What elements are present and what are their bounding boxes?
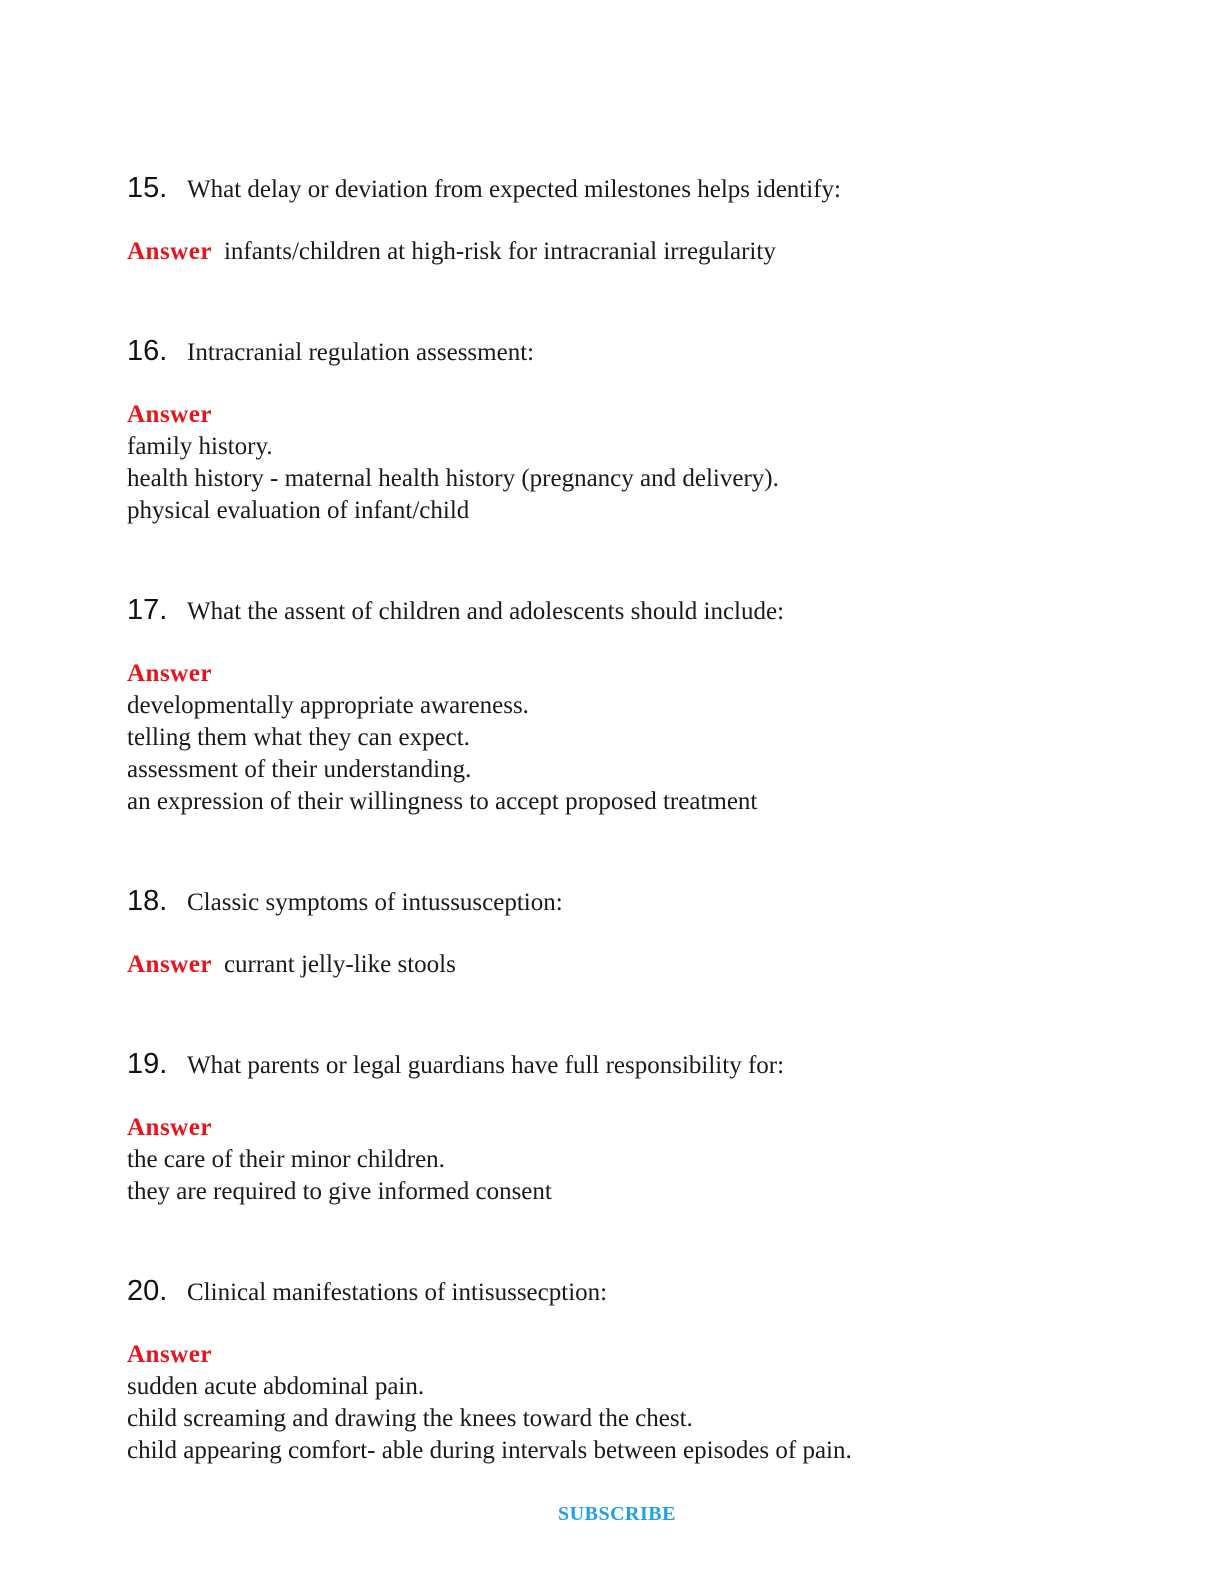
answer [127, 1112, 1127, 1208]
question-text: What the assent of children and adolescents should include: [187, 598, 785, 625]
answer-line: telling them what they can expect. [127, 724, 470, 751]
question-number: 18. [127, 885, 168, 917]
answer-line: assessment of their understanding. [127, 756, 472, 783]
question-number: 20. [127, 1275, 168, 1307]
answer-line: an expression of their willingness to accept proposed treatment [127, 788, 758, 815]
question-text: What parents or legal guardians have full responsibility for: [187, 1052, 785, 1079]
answer-line: family history. [127, 433, 273, 460]
question-17 [127, 594, 1127, 818]
answer-line: child appearing comfort- able during intervals between episodes of pain. [127, 1437, 852, 1464]
question-line [127, 594, 1127, 628]
question-18 [127, 885, 1127, 981]
answer-line: child screaming and drawing the knees toward the chest. [127, 1405, 693, 1432]
answer [127, 658, 1127, 818]
answer-label: Answer [127, 660, 212, 687]
answer-text: currant jelly-like stools [223, 951, 456, 978]
question-line [127, 1275, 1127, 1309]
question-15 [127, 172, 1127, 268]
answer [127, 236, 1127, 268]
question-line [127, 172, 1127, 206]
answer-label: Answer [127, 238, 212, 265]
question-text: Clinical manifestations of intisussecption: [187, 1279, 608, 1306]
answer-line: physical evaluation of infant/child [127, 497, 470, 524]
answer [127, 399, 1127, 527]
question-text: Classic symptoms of intussusception: [187, 889, 563, 916]
question-19 [127, 1048, 1127, 1208]
answer-line: health history - maternal health history (pregnancy and delivery). [127, 465, 779, 492]
subscribe-link[interactable]: SUBSCRIBE [558, 1503, 676, 1525]
question-line [127, 885, 1127, 919]
question-line [127, 335, 1127, 369]
question-line [127, 1048, 1127, 1082]
question-number: 17. [127, 594, 168, 626]
question-number: 19. [127, 1048, 168, 1080]
answer [127, 949, 1127, 981]
answer [127, 1339, 1127, 1467]
answer-line: sudden acute abdominal pain. [127, 1373, 425, 1400]
answer-line: the care of their minor children. [127, 1146, 445, 1173]
answer-label: Answer [127, 401, 212, 428]
answer-label: Answer [127, 951, 212, 978]
question-text: Intracranial regulation assessment: [187, 339, 535, 366]
question-20 [127, 1275, 1127, 1467]
answer-line: they are required to give informed consent [127, 1178, 552, 1205]
answer-text: infants/children at high-risk for intracranial irregularity [223, 238, 776, 265]
page-footer [0, 1503, 1224, 1526]
question-number: 15. [127, 172, 168, 204]
answer-label: Answer [127, 1114, 212, 1141]
question-16 [127, 335, 1127, 527]
answer-line: developmentally appropriate awareness. [127, 692, 529, 719]
question-text: What delay or deviation from expected milestones helps identify: [187, 176, 841, 203]
question-number: 16. [127, 335, 168, 367]
answer-label: Answer [127, 1341, 212, 1368]
